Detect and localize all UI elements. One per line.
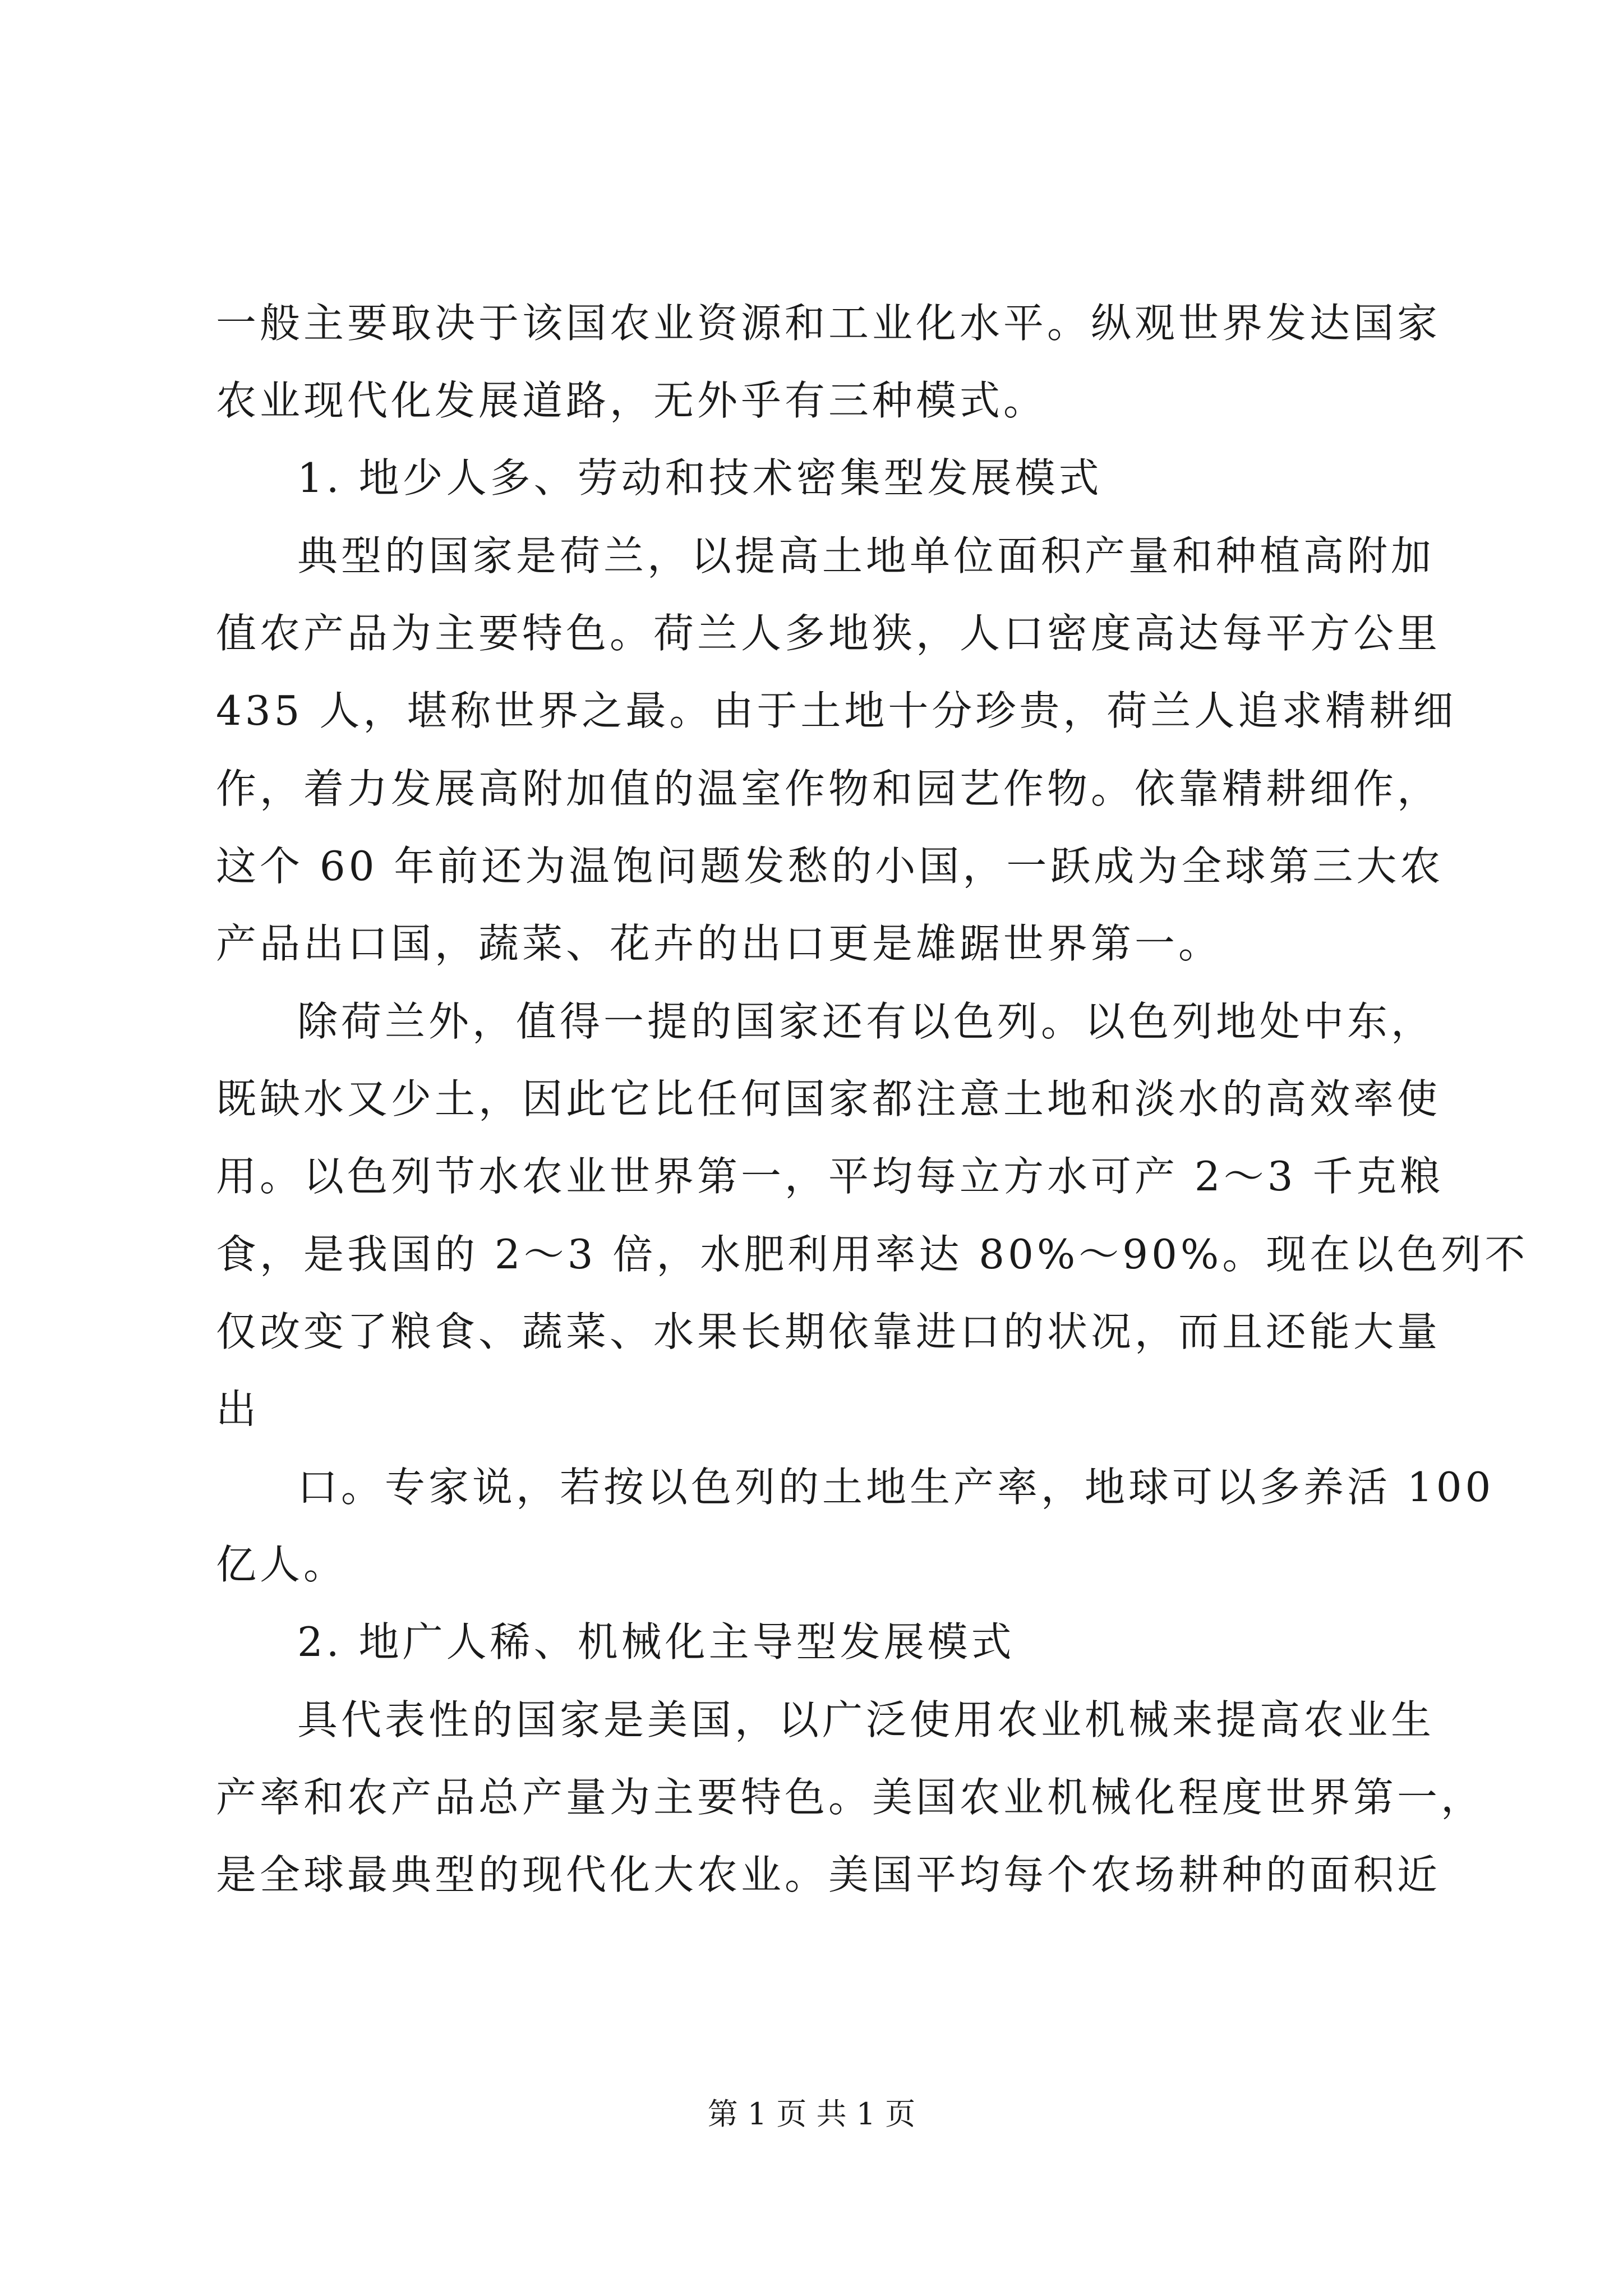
text-line: 产品出口国，蔬菜、花卉的出口更是雄踞世界第一。 <box>216 920 1223 967</box>
text-line: 用。以色列节水农业世界第一，平均每立方水可产 2～3 千克粮 <box>216 1153 1444 1200</box>
text-line: 农业现代化发展道路，无外乎有三种模式。 <box>216 377 1048 424</box>
section-heading: 2. 地广人稀、机械化主导型发展模式 <box>297 1618 1015 1665</box>
text-line: 口。专家说，若按以色列的土地生产率，地球可以多养活 100 <box>297 1464 1495 1511</box>
text-line: 具代表性的国家是美国，以广泛使用农业机械来提高农业生 <box>297 1696 1435 1743</box>
text-line: 仅改变了粮食、蔬菜、水果长期依靠进口的状况，而且还能大量 <box>216 1308 1441 1355</box>
text-line: 值农产品为主要特色。荷兰人多地狭，人口密度高达每平方公里 <box>216 610 1441 657</box>
text-line: 食，是我国的 2～3 倍，水肥利用率达 80%～90%。现在以色列不 <box>216 1231 1529 1278</box>
section-heading: 1. 地少人多、劳动和技术密集型发展模式 <box>297 454 1103 501</box>
text-line: 出 <box>216 1386 260 1433</box>
text-line: 既缺水又少土，因此它比任何国家都注意土地和淡水的高效率使 <box>216 1075 1441 1122</box>
text-line: 一般主要取决于该国农业资源和工业化水平。纵观世界发达国家 <box>216 300 1441 347</box>
text-line: 作，着力发展高附加值的温室作物和园艺作物。依靠精耕细作， <box>216 765 1441 812</box>
text-line: 435 人，堪称世界之最。由于土地十分珍贵，荷兰人追求精耕细 <box>216 687 1457 734</box>
text-line: 典型的国家是荷兰，以提高土地单位面积产量和种植高附加 <box>297 532 1435 579</box>
text-line: 这个 60 年前还为温饱问题发愁的小国，一跃成为全球第三大农 <box>216 843 1444 890</box>
page-number-footer: 第 1 页 共 1 页 <box>707 2096 916 2132</box>
text-line: 亿人。 <box>216 1541 348 1588</box>
text-line: 是全球最典型的现代化大农业。美国平均每个农场耕种的面积近 <box>216 1851 1441 1898</box>
text-line: 除荷兰外，值得一提的国家还有以色列。以色列地处中东， <box>297 998 1435 1045</box>
text-line: 产率和农产品总产量为主要特色。美国农业机械化程度世界第一， <box>216 1774 1485 1821</box>
